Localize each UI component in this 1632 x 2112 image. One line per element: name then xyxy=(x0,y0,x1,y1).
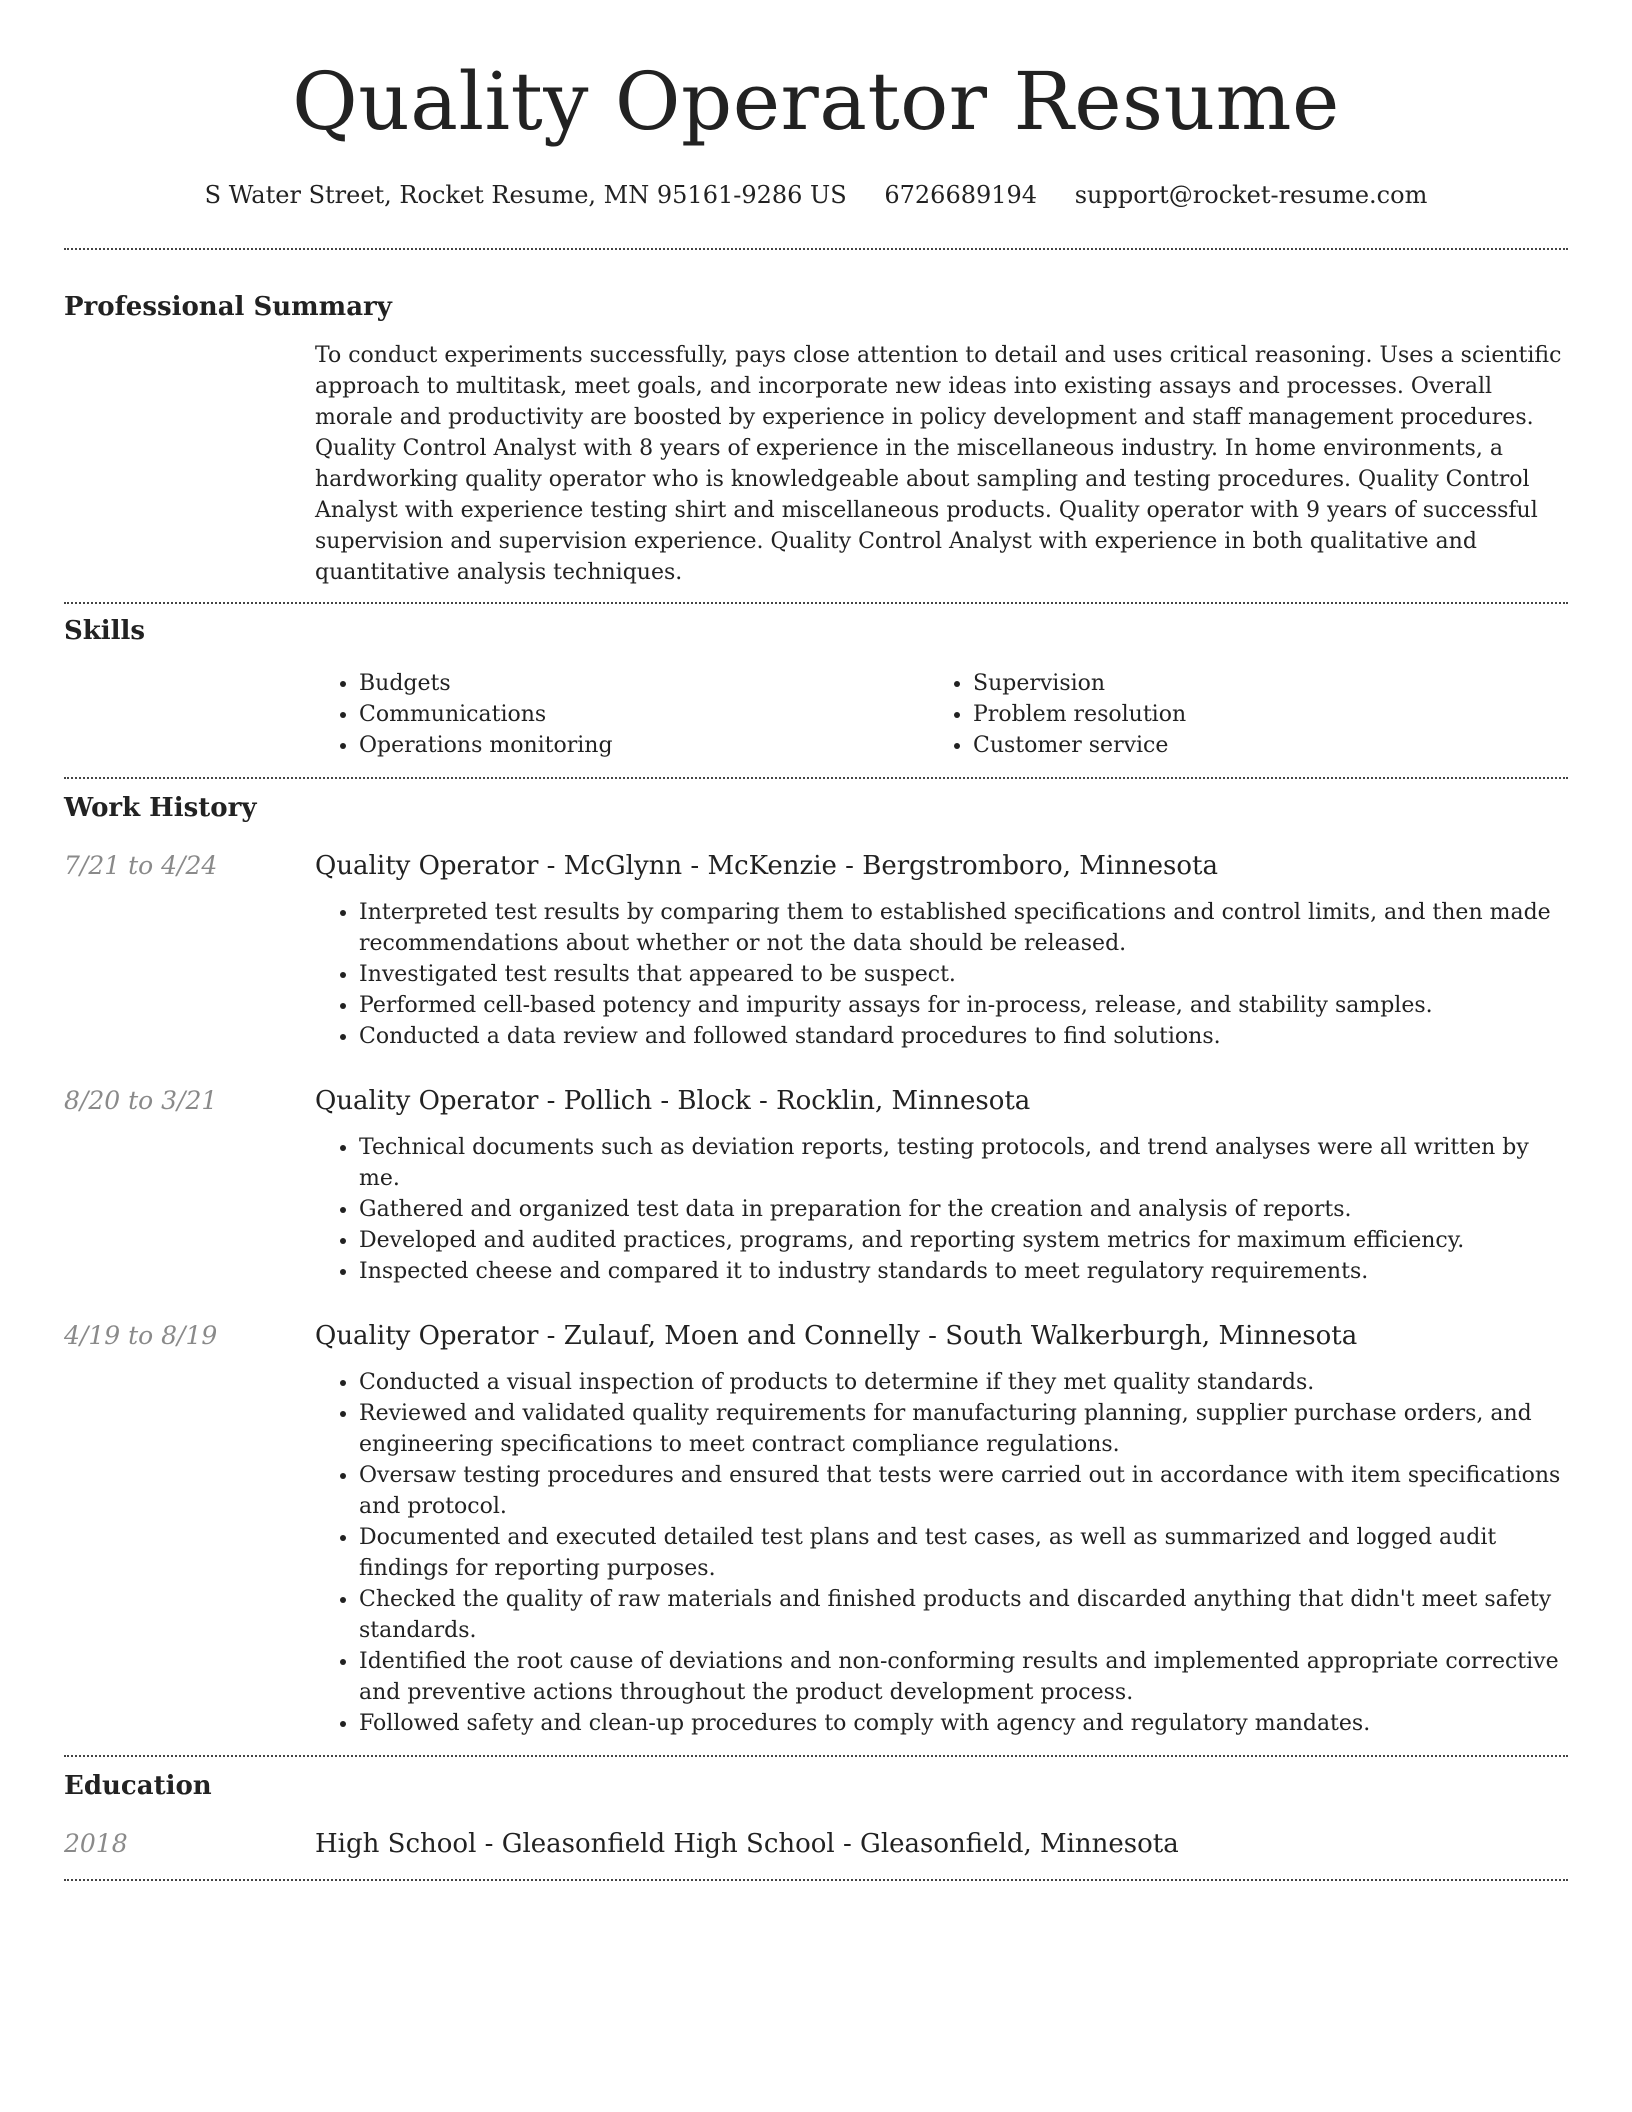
education-date: 2018 xyxy=(64,1829,128,1858)
job-header xyxy=(64,1084,1568,1118)
job-entry xyxy=(64,849,1568,1052)
job-bullet: • Performed cell-based potency and impurity assays for in-process, release, and stability samples. xyxy=(359,990,1568,1021)
job-bullet: • Checked the quality of raw materials and finished products and discarded anything that didn't meet safety standards. xyxy=(359,1584,1568,1646)
education-section xyxy=(64,1769,1568,1861)
job-bullet: • Followed safety and clean-up procedures to comply with agency and regulatory mandates. xyxy=(359,1708,1568,1739)
job-header xyxy=(64,849,1568,883)
divider xyxy=(64,602,1568,604)
work-section xyxy=(64,791,1568,1739)
job-bullet: • Interpreted test results by comparing them to established specifications and control limits, and then made recommendations about whether or not the data should be released. xyxy=(359,897,1568,959)
job-entry xyxy=(64,1319,1568,1739)
divider xyxy=(64,1879,1568,1881)
summary-text: To conduct experiments successfully, pays close attention to detail and uses critical reasoning. Uses a scientific approach to multitask, meet goals, and incorporate new ideas into existing assays and processes. Overall morale and productivity are boosted by experience in policy development and staff management procedures. Quality Control Analyst with 8 years of experience in the miscellaneous industry. In home environments, a hardworking quality operator who is knowledgeable about sampling and testing procedures. Quality Control Analyst with experience testing shirt and miscellaneous products. Quality operator with 9 years of successful supervision and supervision experience. Quality Control Analyst with experience in both qualitative and quantitative analysis techniques. xyxy=(315,343,1562,585)
summary-heading: Professional Summary xyxy=(64,292,392,322)
job-bullet: • Identified the root cause of deviations and non-conforming results and implemented appropriate corrective and preventive actions throughout the product development process. xyxy=(359,1646,1568,1708)
job-bullet: • Technical documents such as deviation reports, testing protocols, and trend analyses were all written by me. xyxy=(359,1132,1568,1194)
contact-line xyxy=(64,180,1568,210)
resume-page xyxy=(64,0,1568,1881)
skills-list xyxy=(315,668,1568,761)
job-bullets xyxy=(315,1132,1568,1287)
job-title: Quality Operator - McGlynn - McKenzie - Bergstromboro, Minnesota xyxy=(315,851,1218,881)
job-bullet: • Developed and audited practices, programs, and reporting system metrics for maximum efficiency. xyxy=(359,1225,1568,1256)
summary-section xyxy=(64,290,1568,588)
job-bullet: • Documented and executed detailed test plans and test cases, as well as summarized and logged audit findings for reporting purposes. xyxy=(359,1522,1568,1584)
job-bullets xyxy=(315,1367,1568,1739)
job-bullets xyxy=(315,897,1568,1052)
work-heading: Work History xyxy=(64,793,257,823)
job-bullet: • Investigated test results that appeared to be suspect. xyxy=(359,959,1568,990)
job-date: 7/21 to 4/24 xyxy=(64,851,218,880)
job-title: Quality Operator - Zulauf, Moen and Connelly - South Walkerburgh, Minnesota xyxy=(315,1321,1358,1351)
divider xyxy=(64,1755,1568,1757)
contact-address: S Water Street, Rocket Resume, MN 95161-9286 US xyxy=(204,181,847,209)
skill-item: • Communications xyxy=(359,699,929,730)
job-bullet: • Reviewed and validated quality requirements for manufacturing planning, supplier purchase orders, and engineering specifications to meet contract compliance regulations. xyxy=(359,1398,1568,1460)
skill-item: • Supervision xyxy=(973,668,1543,699)
contact-phone: 6726689194 xyxy=(884,181,1038,209)
skill-item: • Customer service xyxy=(973,730,1543,761)
skill-item: • Budgets xyxy=(359,668,929,699)
job-header xyxy=(64,1319,1568,1353)
job-bullet: • Conducted a visual inspection of products to determine if they met quality standards. xyxy=(359,1367,1568,1398)
education-heading: Education xyxy=(64,1771,212,1801)
divider xyxy=(64,248,1568,250)
summary-body xyxy=(315,340,1568,588)
job-date: 8/20 to 3/21 xyxy=(64,1086,218,1115)
education-title: High School - Gleasonfield High School - Gleasonfield, Minnesota xyxy=(315,1829,1179,1859)
skill-item: • Operations monitoring xyxy=(359,730,929,761)
divider xyxy=(64,777,1568,779)
job-details xyxy=(315,897,1568,1052)
skills-column-right xyxy=(929,668,1543,761)
job-entry xyxy=(64,1084,1568,1287)
job-details xyxy=(315,1132,1568,1287)
job-date: 4/19 to 8/19 xyxy=(64,1321,218,1350)
skill-item: • Problem resolution xyxy=(973,699,1543,730)
skills-section xyxy=(64,614,1568,761)
education-entry xyxy=(64,1827,1568,1861)
job-bullet: • Oversaw testing procedures and ensured that tests were carried out in accordance with item specifications and protocol. xyxy=(359,1460,1568,1522)
job-bullet: • Conducted a data review and followed standard procedures to find solutions. xyxy=(359,1021,1568,1052)
job-title: Quality Operator - Pollich - Block - Rocklin, Minnesota xyxy=(315,1086,1031,1116)
skills-heading: Skills xyxy=(64,616,146,646)
job-bullet: • Inspected cheese and compared it to industry standards to meet regulatory requirements. xyxy=(359,1256,1568,1287)
job-details xyxy=(315,1367,1568,1739)
job-bullet: • Gathered and organized test data in preparation for the creation and analysis of reports. xyxy=(359,1194,1568,1225)
skills-column-left xyxy=(315,668,929,761)
contact-email: support@rocket-resume.com xyxy=(1074,181,1428,209)
resume-title: Quality Operator Resume xyxy=(292,55,1340,148)
